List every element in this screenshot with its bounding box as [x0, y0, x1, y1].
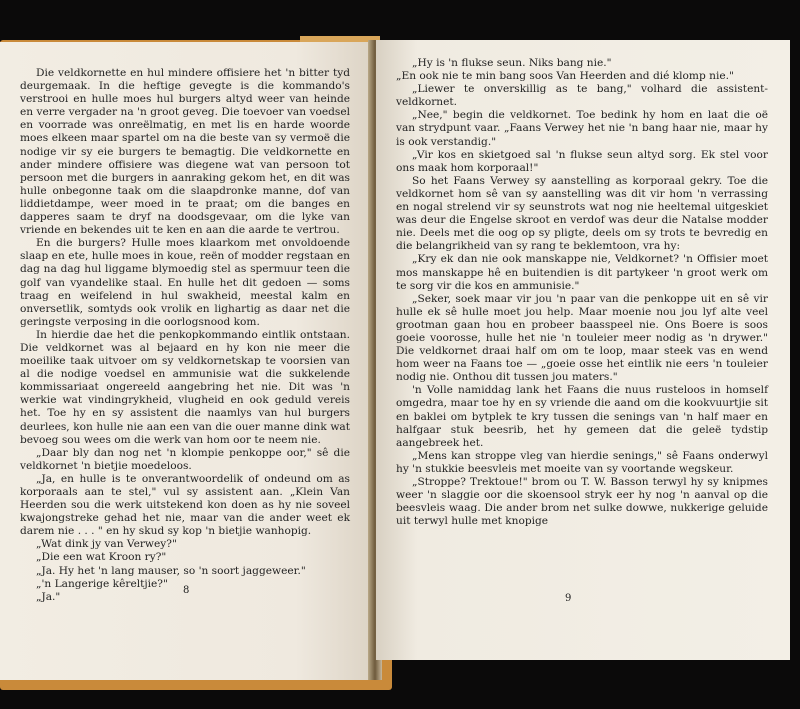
- paragraph: „Ja.": [36, 590, 61, 603]
- paragraph: „Wat dink jy van Verwey?": [36, 538, 177, 551]
- left-page: [0, 42, 370, 680]
- paragraph: „Seker, soek maar vir jou 'n paar van die penkoppe uit en sê vir hulle ek sê hulle moet jou help. Maar moenie nou jou lyf alte veel grootman gaan hou en probeer baasspeel nie. Ons Boere is soos goeie voorosse, hulle het nie 'n touleier meer nodig as 'n drywer." Die veldkornet draai half om om te loop, maar steek vas en wend hom weer na Faans toe — „goeie osse het eintlik nie eers 'n touleier nodig nie. Onthou dit tussen jou maters.": [396, 292, 768, 384]
- paragraph: „En ook nie te min bang soos Van Heerden and dié klomp nie.": [396, 70, 734, 83]
- paragraph: „Ja. Hy het 'n lang mauser, so 'n soort jaggeweer.": [36, 564, 306, 577]
- paragraph: „Die een wat Kroon ry?": [36, 551, 167, 564]
- paragraph: 'n Volle namiddag lank het Faans die nuus rusteloos in homself omgedra, maar toe hy en sy vriende die aand om die kookvuurtjie sit en baklei om bytplek te kry tussen die senings van 'n half maer en halfgaar stuk beesrib, het hy gemeen dat die geleë tydstip aangebreek het.: [396, 384, 768, 449]
- paragraph: „Stroppe? Trektoue!" brom ou T. W. Basson terwyl hy sy knipmes weer 'n slaggie oor die skoensool stryk eer hy nog 'n aanval op die beesvleis waag. Die ander brom net sulke dowwe, nukkerige geluide uit terwyl hulle met knopige: [396, 476, 768, 528]
- paragraph: „Nee," begin die veldkornet. Toe bedink hy hom en laat die oë van strydpunt vaar. „Faans Verwey het nie 'n bang haar nie, maar hy is ook verstandig.": [396, 109, 768, 148]
- right-page-text: [396, 57, 768, 528]
- paragraph: So het Faans Verwey sy aanstelling as korporaal gekry. Toe die veldkornet hom sê van sy aanstelling was dit vir hom 'n verrassing en nogal strelend vir sy seunstrots wat nog nie heeltemal uitgeskiet was deur die Engelse skroot en verdof was deur die Natalse modder nie. Deels met die oog op sy pligte, deels om sy trots te bevredig en die belangrikheid van sy rang te beklemtoon, vra hy:: [396, 174, 768, 253]
- page-number: 8: [183, 585, 190, 596]
- paragraph: En die burgers? Hulle moes klaarkom met onvoldoende slaap en ete, hulle moes in koue, reën of modder regstaan en dag na dag hul liggame blymoedig stel as spermuur teen die golf van vyandelike staal. En hulle het dit gedoen — soms traag en weifelend in hul swakheid, meestal kalm en onversetlik, somtyds ook vrolik en lighartig as daar net die geringste verposing in die oorlogsnood kom.: [20, 237, 350, 328]
- paragraph: Die veldkornette en hul mindere offisiere het 'n bitter tyd deurgemaak. In die heftige gevegte is die kommando's verstrooi en hulle moes hul burgers altyd weer van heinde en verre vergader na 'n groot geveg. Die toevoer van voedsel en voorrade was onreëlmatig, en met lis en harde woorde moes elkeen maar spartel om na die beste van sy vermoë die nodige vir sy eie burgers te bemagtig. Die veldkornette en ander mindere offisiere was diegene wat van persoon tot persoon met die burgers in aanraking gekom het, en dit was hulle onbegonne taak om die slaapdronke manne, dof van liddietdampe, weer moed in te praat; om die banges en dapperes saam te dryf na doodsgevaar, om die lyke van vriende en bekendes uit te ken en aan die aarde te vertrou.: [20, 67, 350, 237]
- left-page-text: [20, 67, 350, 604]
- paragraph: „Vir kos en skietgoed sal 'n flukse seun altyd sorg. Ek stel voor ons maak hom korporaal!": [396, 148, 768, 174]
- paragraph: „Hy is 'n flukse seun. Niks bang nie.": [412, 57, 612, 69]
- paragraph: „Mens kan stroppe vleg van hierdie senings," sê Faans onderwyl hy 'n stukkie beesvleis met moeite van sy voortande wegskeur.: [396, 449, 768, 475]
- paragraph: „'n Langerige kêreltjie?": [36, 577, 168, 590]
- paragraph: „Kry ek dan nie ook manskappe nie, Veldkornet? 'n Offisier moet mos manskappe hê en buitendien is dit partykeer 'n groot werk om te sorg vir die kos en ammunisie.": [396, 253, 768, 292]
- paragraph: „Liewer te onverskillig as te bang," volhard die assistent-veldkornet.: [396, 83, 768, 109]
- paragraph: „Daar bly dan nog net 'n klompie penkoppe oor," sê die veldkornet 'n bietjie moedeloos.: [20, 446, 350, 472]
- right-page: [376, 40, 790, 660]
- paragraph: In hierdie dae het die penkopkommando eintlik ontstaan. Die veldkornet was al bejaard en hy kon nie meer die moeilike taak uitvoer om sy veldkornetskap te voorsien van al die nodige voedsel en ammunisie wat die sukkelende kommissariaat ongereeld aangebring het nie. Dit was 'n werkie wat vindingrykheid, vlugheid en ook geduld vereis het. Toe hy en sy assistent die naamlys van hul burgers deurlees, kon hulle nie aan een van die ouer manne dink wat bevoeg sou wees om die werk van hom oor te neem nie.: [20, 328, 350, 446]
- paragraph: „Ja, en hulle is te onverantwoordelik of ondeund om as korporaals aan te stel," vul sy assistent aan. „Klein Van Heerden sou die werk uitstekend kon doen as hy nie soveel kwajongstreke gehad het nie, maar van die ander weet ek darem nie . . . " en hy skud sy kop 'n bietjie wanhopig.: [20, 472, 350, 538]
- page-number: 9: [565, 593, 572, 604]
